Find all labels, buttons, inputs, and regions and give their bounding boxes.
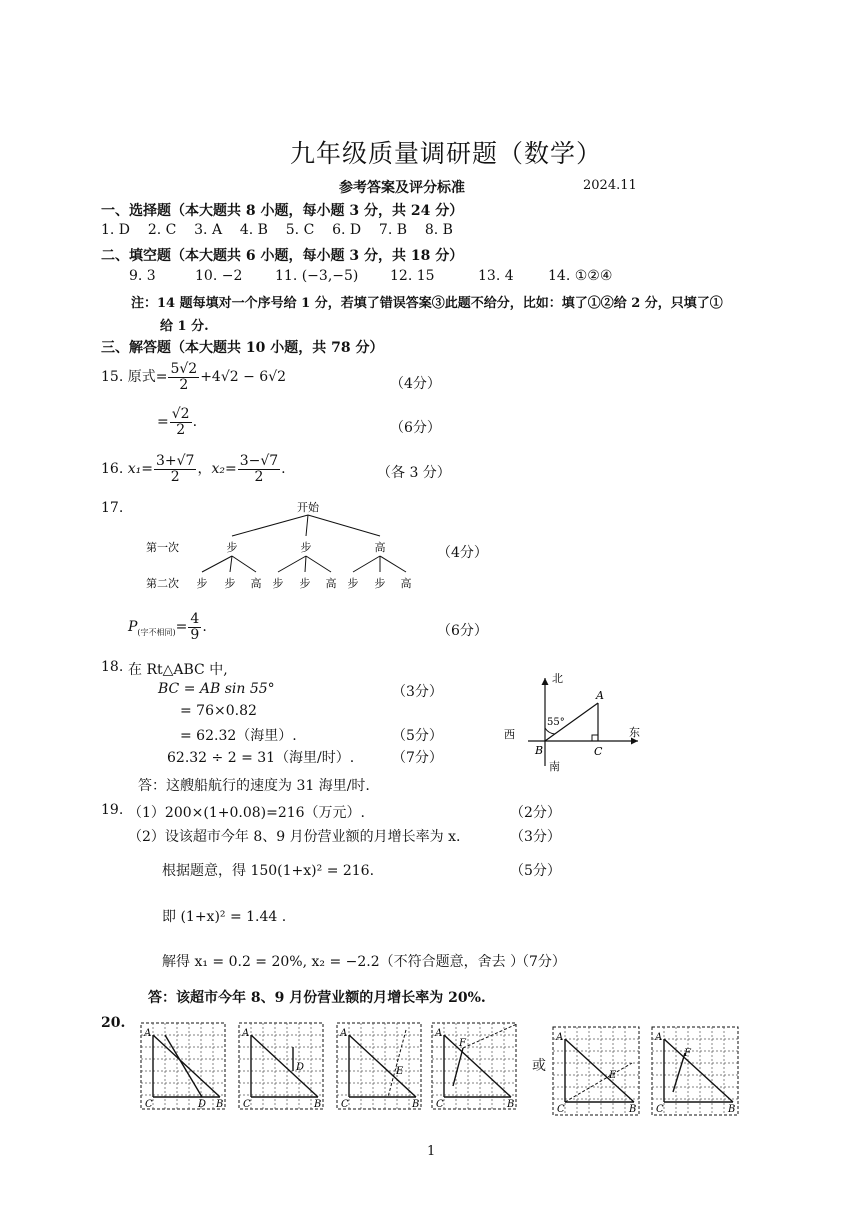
q17-p-den: 9 <box>190 626 200 643</box>
section2-answer-14: 14. ①②④ <box>548 268 613 284</box>
g6-c: C <box>656 1104 664 1115</box>
g1-c: C <box>145 1099 153 1110</box>
q15-line2-prefix: = <box>157 414 169 431</box>
q17-probability <box>128 612 207 642</box>
g2-b: B <box>314 1099 322 1110</box>
section2-note-line1: 注：14 题每填对一个序号给 1 分，若填了错误答案③此题不给分，比如：填了①②给 2 分，只填了① <box>131 296 723 311</box>
tree-l2-node-2: 步 <box>224 577 236 590</box>
q15-line2-den: 2 <box>176 421 186 438</box>
tree-l2-node-7: 步 <box>347 577 359 590</box>
q17-number: 17. <box>101 500 124 516</box>
q15-line1 <box>101 362 286 392</box>
g3-c: C <box>341 1099 349 1110</box>
tree-l2-node-9: 高 <box>400 577 412 590</box>
tree-l1-node-3: 高 <box>374 541 386 554</box>
q15-frac-num: 5√2 <box>170 361 198 377</box>
fig-point-b: B <box>535 744 544 757</box>
q17-p-eq: = <box>175 619 188 636</box>
q16-x1-frac <box>154 454 196 484</box>
q19-line3: 根据题意，得 150(1+x)² = 216. <box>162 863 375 879</box>
q17-p-num: 4 <box>190 611 200 627</box>
g4-b: B <box>507 1099 515 1110</box>
q17-p-frac <box>188 612 201 642</box>
fig-angle: 55° <box>547 717 565 728</box>
q18-direction-figure <box>498 668 648 778</box>
q19-score2: （3分） <box>510 829 561 845</box>
q17-tree-diagram <box>140 498 430 598</box>
q18-answer: 答：这艘船航行的速度为 31 海里/时. <box>138 778 370 794</box>
tree-l2-node-6: 高 <box>325 577 337 590</box>
section2-answer-9: 9. 3 <box>129 268 156 284</box>
q15-score1: （4分） <box>390 376 441 392</box>
q16-x1-den: 2 <box>170 468 180 485</box>
g2-a: A <box>242 1028 250 1039</box>
q15-fraction <box>168 362 199 392</box>
q15-score2: （6分） <box>390 420 441 436</box>
tree-level2-label: 第二次 <box>146 577 179 590</box>
q15-rest: +4√2 − 6√2 <box>200 369 287 386</box>
section2-note-line2: 给 1 分. <box>160 319 209 334</box>
section2-answer-12: 12. 15 <box>390 268 435 284</box>
tree-l2-node-5: 步 <box>299 577 311 590</box>
tree-l1-node-1: 步 <box>226 541 238 554</box>
q18-line2: BC = AB sin 55° <box>158 681 275 697</box>
g4-a: A <box>435 1028 443 1039</box>
q20-grid-1 <box>140 1022 228 1112</box>
g3-e: E <box>396 1066 404 1077</box>
g4-c: C <box>436 1099 444 1110</box>
q16-x1-num: 3+√7 <box>155 453 195 469</box>
g1-d: D <box>198 1099 207 1110</box>
q15-line2 <box>157 407 197 437</box>
q16-x2-num: 3−√7 <box>239 453 279 469</box>
section1-answers: 1. D 2. C 3. A 4. B 5. C 6. D 7. B 8. B <box>101 222 453 238</box>
q19-answer: 答：该超市今年 8、9 月份营业额的月增长率为 20%. <box>148 990 486 1006</box>
q16-score: （各 3 分） <box>377 465 451 481</box>
q19-line5: 解得 x₁ = 0.2 = 20%, x₂ = −2.2（不符合题意，舍去 ） <box>162 954 525 970</box>
q19-line4: 即 (1+x)² = 1.44 . <box>162 909 287 925</box>
q19-score1: （2分） <box>510 805 561 821</box>
fig-point-a: A <box>596 689 604 702</box>
tree-l2-node-4: 步 <box>272 577 284 590</box>
q20-or: 或 <box>532 1058 546 1074</box>
tree-level1-label: 第一次 <box>146 541 179 554</box>
q18-number: 18. <box>101 659 124 675</box>
q16-number: 16. <box>101 461 124 478</box>
g3-a: A <box>340 1028 348 1039</box>
q20-grid-5 <box>552 1026 642 1118</box>
q17-p-label: P <box>128 619 138 636</box>
q15-number: 15. <box>101 369 124 386</box>
page-title: 九年级质量调研题（数学） <box>290 139 603 168</box>
q17-score2: （6分） <box>437 623 488 639</box>
g1-b: B <box>216 1099 224 1110</box>
q20-number: 20. <box>101 1015 126 1031</box>
g3-b: B <box>412 1099 420 1110</box>
page-number: 1 <box>427 1144 436 1159</box>
q15-line2-num: √2 <box>171 406 190 422</box>
q17-p-sub: (字不相同) <box>137 627 176 637</box>
q16-x2: x₂= <box>211 461 237 478</box>
g2-d: D <box>296 1062 305 1073</box>
section2-answer-10: 10. −2 <box>195 268 243 284</box>
g1-a: A <box>144 1028 152 1039</box>
q15-line2-fraction <box>170 407 192 437</box>
q18-line5: 62.32 ÷ 2 = 31（海里/时）. <box>167 750 355 766</box>
q19-number: 19. <box>101 802 124 818</box>
q16-sep: ， <box>197 461 212 478</box>
q17-p-end: . <box>202 619 207 636</box>
g5-c: C <box>557 1104 565 1115</box>
tree-l2-node-8: 步 <box>374 577 386 590</box>
section2-heading: 二、填空题（本大题共 6 小题，每小题 3 分，共 18 分） <box>101 248 464 264</box>
fig-south: 南 <box>549 760 560 773</box>
q17-score1: （4分） <box>437 545 488 561</box>
q15-prefix: 原式= <box>127 369 168 386</box>
section2-answer-13: 13. 4 <box>478 268 514 284</box>
q16-x2-den: 2 <box>254 468 264 485</box>
g6-f: F <box>684 1048 691 1059</box>
q18-line3: = 76×0.82 <box>180 703 257 719</box>
q18-score1: （3分） <box>392 684 443 700</box>
q19-part2: （2）设该超市今年 8、9 月份营业额的月增长率为 x. <box>128 829 461 845</box>
fig-west: 西 <box>504 728 515 741</box>
section1-heading: 一、选择题（本大题共 8 小题，每小题 3 分，共 24 分） <box>101 203 464 219</box>
q16-line <box>101 454 286 484</box>
g2-c: C <box>243 1099 251 1110</box>
g6-a: A <box>655 1032 663 1043</box>
q15-frac-den: 2 <box>179 376 189 393</box>
q16-x1: x₁= <box>127 461 153 478</box>
q20-grid-2 <box>238 1022 326 1112</box>
page-subtitle: 参考答案及评分标准 <box>339 180 465 196</box>
q16-x2-frac <box>238 454 280 484</box>
q16-end: . <box>281 461 286 478</box>
q18-line4: = 62.32（海里）. <box>180 728 297 744</box>
section3-heading: 三、解答题（本大题共 10 小题，共 78 分） <box>101 340 384 356</box>
g4-f: F <box>459 1038 466 1049</box>
tree-l2-node-3: 高 <box>250 577 262 590</box>
q19-part1: （1）200×(1+0.08)=216（万元）. <box>128 805 365 821</box>
g5-b: B <box>629 1104 637 1115</box>
fig-east: 东 <box>629 726 640 739</box>
q19-score3: （5分） <box>510 863 561 879</box>
tree-root: 开始 <box>297 501 319 514</box>
q15-line2-suffix: . <box>192 414 198 431</box>
g5-a: A <box>556 1032 564 1043</box>
tree-l1-node-2: 步 <box>300 541 312 554</box>
section2-answer-11: 11. (−3,−5) <box>275 268 359 284</box>
tree-l2-node-1: 步 <box>196 577 208 590</box>
q18-score2: （5分） <box>392 728 443 744</box>
q18-line1: 在 Rt△ABC 中, <box>128 662 228 678</box>
q20-grid-3 <box>336 1022 424 1112</box>
q20-grid-4 <box>431 1020 521 1112</box>
q20-grid-6 <box>651 1026 741 1118</box>
fig-north: 北 <box>552 672 563 685</box>
page-date: 2024.11 <box>583 178 637 193</box>
g5-e: E <box>609 1070 617 1081</box>
g6-b: B <box>728 1104 736 1115</box>
q18-score3: （7分） <box>392 750 443 766</box>
fig-point-c: C <box>594 745 603 758</box>
q19-score4: （7分） <box>515 954 566 970</box>
